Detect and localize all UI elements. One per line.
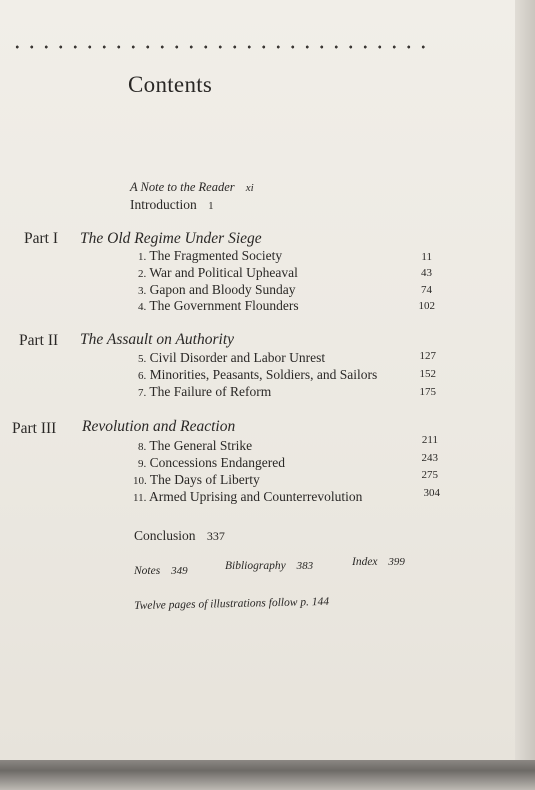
chapter-number: 10. bbox=[133, 475, 147, 487]
toc-entry-note-to-reader bbox=[130, 180, 254, 195]
chapter-entry bbox=[138, 438, 252, 454]
chapter-title: Gapon and Bloody Sunday bbox=[149, 282, 296, 297]
chapter-page: 127 bbox=[419, 350, 436, 362]
chapter-entry bbox=[138, 350, 325, 366]
part-label: Part III bbox=[12, 420, 57, 437]
chapter-page: 152 bbox=[419, 368, 436, 380]
chapter-number: 11. bbox=[133, 492, 147, 504]
part-title: The Assault on Authority bbox=[80, 331, 235, 348]
chapter-title: The General Strike bbox=[149, 438, 253, 453]
chapter-page: 43 bbox=[421, 267, 432, 279]
entry-label: A Note to the Reader bbox=[130, 180, 235, 194]
dotted-rule bbox=[10, 44, 430, 50]
page-title: Contents bbox=[128, 72, 213, 97]
illustrations-note: Twelve pages of illustrations follow p. 144 bbox=[134, 595, 330, 612]
page-bottom-edge bbox=[0, 760, 535, 790]
part-title: The Old Regime Under Siege bbox=[80, 230, 262, 247]
chapter-title: War and Political Upheaval bbox=[149, 265, 298, 280]
chapter-entry bbox=[138, 367, 377, 383]
chapter-page: 102 bbox=[418, 300, 435, 312]
entry-page: 1 bbox=[208, 200, 214, 212]
part-title: Revolution and Reaction bbox=[82, 418, 236, 435]
chapter-page: 175 bbox=[419, 386, 436, 398]
chapter-page: 304 bbox=[423, 487, 440, 499]
toc-entry-introduction bbox=[130, 197, 214, 213]
chapter-entry bbox=[138, 298, 299, 314]
entry-label: Notes bbox=[134, 565, 161, 577]
entry-page: 383 bbox=[296, 560, 314, 572]
chapter-title: Civil Disorder and Labor Unrest bbox=[149, 350, 326, 365]
chapter-number: 2. bbox=[138, 268, 147, 280]
chapter-number: 7. bbox=[138, 387, 147, 399]
chapter-number: 3. bbox=[138, 285, 147, 297]
chapter-entry bbox=[133, 472, 260, 488]
entry-label: Bibliography bbox=[225, 560, 286, 572]
chapter-entry bbox=[138, 455, 285, 471]
chapter-title: Armed Uprising and Counterrevolution bbox=[148, 489, 363, 504]
toc-entry-notes bbox=[134, 565, 188, 577]
entry-page: 349 bbox=[171, 565, 188, 577]
chapter-number: 1. bbox=[138, 251, 147, 263]
chapter-entry bbox=[138, 384, 271, 400]
toc-entry-conclusion bbox=[134, 528, 225, 544]
chapter-entry bbox=[138, 248, 282, 264]
chapter-title: Minorities, Peasants, Soldiers, and Sailors bbox=[149, 367, 378, 382]
chapter-number: 6. bbox=[138, 370, 147, 382]
part-label: Part II bbox=[19, 332, 59, 349]
chapter-number: 9. bbox=[138, 458, 147, 470]
entry-label: Introduction bbox=[130, 197, 197, 212]
chapter-entry bbox=[138, 265, 298, 281]
entry-page: 337 bbox=[206, 529, 225, 543]
part-label: Part I bbox=[24, 230, 59, 247]
chapter-number: 8. bbox=[138, 441, 147, 453]
chapter-title: The Fragmented Society bbox=[149, 248, 283, 263]
chapter-entry bbox=[133, 489, 362, 505]
chapter-page: 211 bbox=[421, 434, 438, 446]
entry-page: 399 bbox=[388, 556, 405, 568]
chapter-page: 74 bbox=[421, 284, 432, 296]
chapter-page: 243 bbox=[421, 452, 438, 464]
entry-label: Conclusion bbox=[134, 528, 196, 543]
chapter-title: The Days of Liberty bbox=[149, 472, 260, 487]
entry-label: Index bbox=[352, 556, 378, 568]
chapter-title: The Failure of Reform bbox=[149, 384, 272, 399]
chapter-page: 11 bbox=[421, 251, 432, 263]
chapter-title: Concessions Endangered bbox=[149, 455, 285, 470]
chapter-entry bbox=[138, 282, 296, 298]
chapter-title: The Government Flounders bbox=[149, 298, 299, 313]
toc-entry-bibliography bbox=[225, 560, 313, 572]
chapter-number: 4. bbox=[138, 301, 147, 313]
entry-page: xi bbox=[245, 182, 254, 194]
chapter-number: 5. bbox=[138, 353, 147, 365]
page-side-shadow bbox=[515, 0, 535, 770]
chapter-page: 275 bbox=[421, 469, 438, 481]
toc-entry-index bbox=[352, 556, 405, 568]
